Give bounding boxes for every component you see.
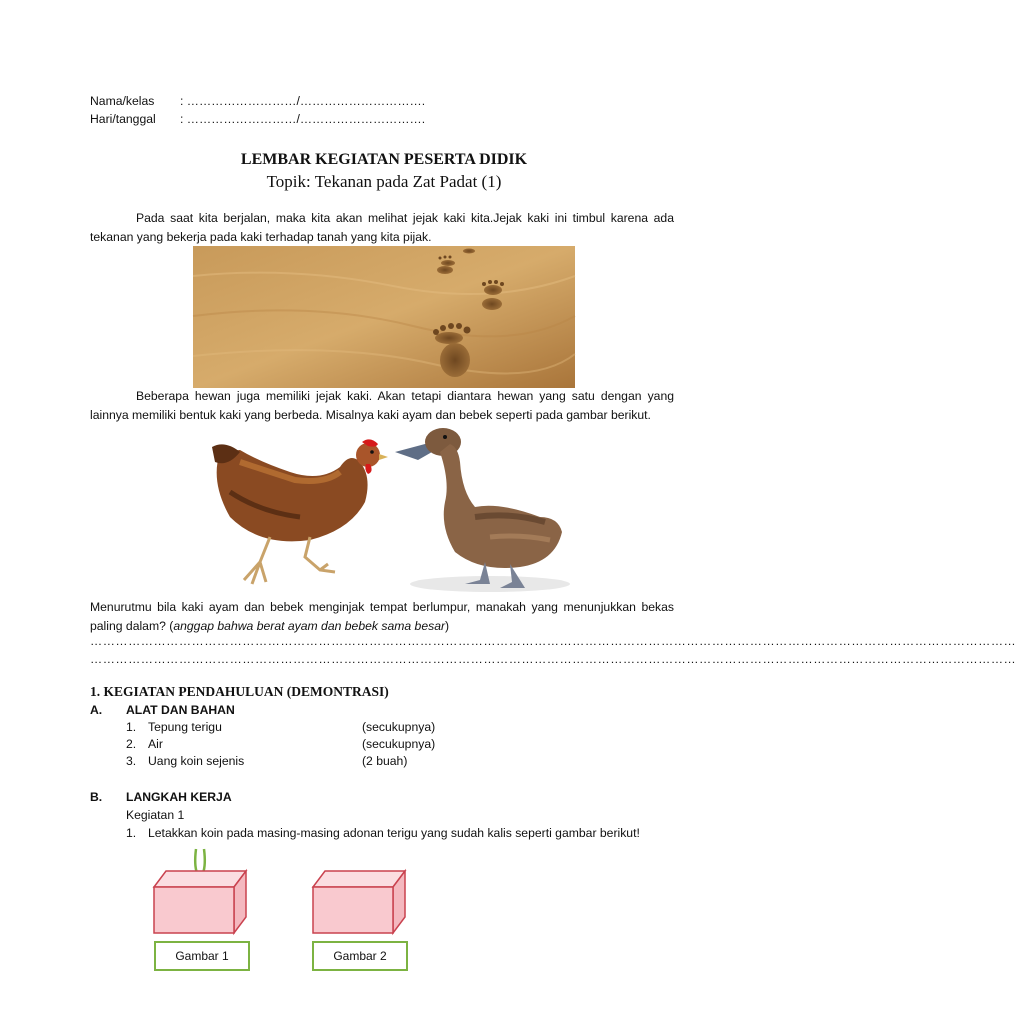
dough-box-plain: [309, 845, 409, 935]
paragraph-footprints-text: Pada saat kita berjalan, maka kita akan melihat jejak kaki kita.Jejak kaki ini timbul karena ada tekanan yang bekerja pada kaki terhadap tanah yang kita pijak.: [90, 211, 674, 244]
footprint-tiny: [463, 249, 475, 254]
day-date-label: Hari/tanggal: [90, 112, 156, 126]
topic-title: Topik: Tekanan pada Zat Padat (1): [266, 172, 502, 191]
section-a-title: ALAT DAN BAHAN: [126, 703, 235, 717]
question-paragraph: [90, 598, 674, 636]
material-3-quantity: (2 buah): [362, 754, 408, 768]
day-date-value: : ………………………/………………………….: [180, 112, 426, 126]
figure-caption-1: Gambar 1: [154, 941, 250, 971]
material-2-name: Air: [148, 737, 163, 751]
section-b-title: LANGKAH KERJA: [126, 790, 232, 804]
sand-footprints-image: [193, 246, 575, 388]
name-class-value: : ………………………/………………………….: [180, 94, 426, 108]
material-3-number: 3.: [126, 754, 137, 768]
coin-icon: [195, 849, 205, 873]
question-italic-text: anggap bahwa berat ayam dan bebek sama besar: [173, 619, 446, 633]
paragraph-footprints: [90, 209, 674, 247]
activity-label: Kegiatan 1: [126, 808, 185, 822]
dough-box-with-coin: [150, 845, 250, 935]
section-b-letter: B.: [90, 790, 103, 804]
answer-line-2: …………………………………………………………………………………………………………………………………………………………………………………………………: [90, 652, 1016, 666]
name-class-label: Nama/kelas: [90, 94, 155, 108]
material-1-number: 1.: [126, 720, 137, 734]
material-1-name: Tepung terigu: [148, 720, 222, 734]
day-date-field: [90, 112, 425, 126]
paragraph-animals-text: Beberapa hewan juga memiliki jejak kaki. Akan tetapi diantara hewan yang satu dengan yang lainnya memiliki bentuk kaki yang berbeda. Misalnya kaki ayam dan bebek seperti pada gambar berikut.: [90, 389, 674, 422]
name-class-field: [90, 94, 425, 108]
material-2-number: 2.: [126, 737, 137, 751]
material-1-quantity: (secukupnya): [362, 720, 436, 734]
step-1-number: 1.: [126, 826, 137, 840]
material-3-name: Uang koin sejenis: [148, 754, 245, 768]
chicken-duck-image: [200, 422, 568, 598]
section-a-letter: A.: [90, 703, 103, 717]
section-heading: 1. KEGIATAN PENDAHULUAN (DEMONTRASI): [90, 684, 389, 699]
worksheet-title: LEMBAR KEGIATAN PESERTA DIDIK: [240, 151, 528, 168]
paragraph-animals: [90, 387, 674, 425]
question-close-text: ): [445, 619, 450, 633]
step-1-text: Letakkan koin pada masing-masing adonan terigu yang sudah kalis seperti gambar berikut!: [148, 826, 640, 840]
question-main-text: Menurutmu bila kaki ayam dan bebek menginjak tempat berlumpur, manakah yang menunjukkan bekas paling dalam? (: [90, 600, 674, 633]
material-2-quantity: (secukupnya): [362, 737, 436, 751]
answer-line-1: …………………………………………………………………………………………………………………………………………………………………………………………………: [90, 634, 1016, 648]
figure-caption-2: Gambar 2: [312, 941, 408, 971]
